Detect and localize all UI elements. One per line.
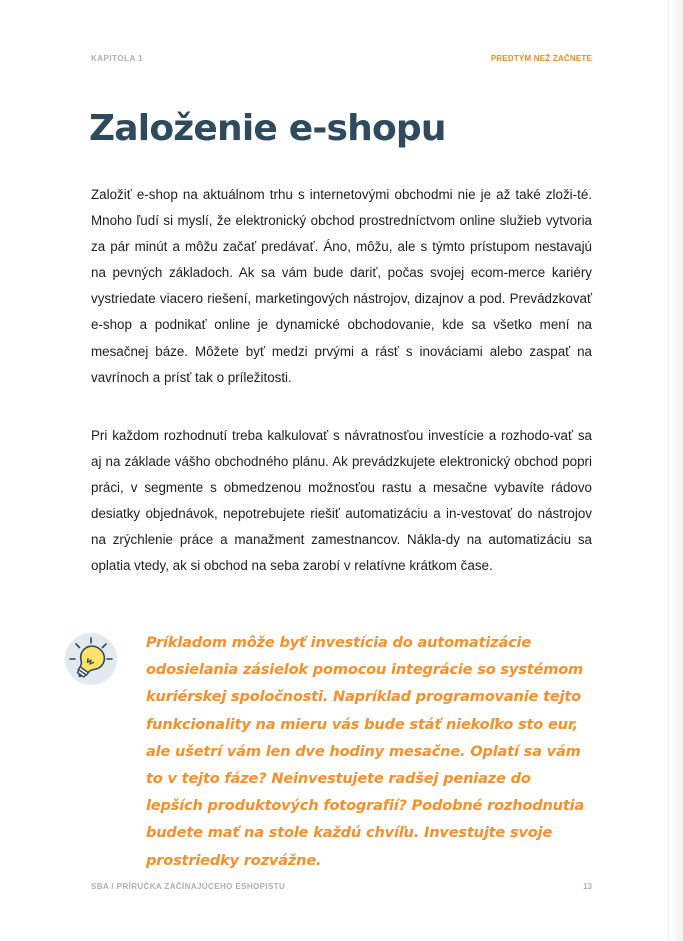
footer-book-title: SBA / PRÍRUČKA ZAČÍNAJÚCEHO ESHOPISTU bbox=[91, 882, 286, 891]
section-label: PREDTÝM NEŽ ZAČNETE bbox=[490, 54, 592, 63]
page-edge bbox=[668, 0, 683, 941]
chapter-label: KAPITOLA 1 bbox=[91, 54, 144, 63]
body-paragraph-2: Pri každom rozhodnutí treba kalkulovať s návratnosťou investície a rozhodo-vať sa aj na základe vášho obchodného plánu. Ak prevádzkujete elektronický obchod popri práci, v segmente s obmedzenou možnosťou rastu a mesačne vybavíte rádovo desiatky objednávok, nepotrebujete riešiť automatizáciu a in-vestovať do nástrojov na zrýchlenie práce a manažment zamestnancov. Nákla-dy na automatizáciu sa oplatia vtedy, ak si obchod na seba zarobí v relatívne krátkom čase. bbox=[91, 428, 592, 574]
tip-text: Príkladom môže byť investícia do automatizácie odosielania zásielok pomocou integrácie so systémom kuriérskej spoločnosti. Napríklad programovanie tejto funkcionality na mieru vás bude stáť niekoľko sto eur, ale ušetrí vám len dve hodiny mesačne. Oplatí sa vám to v tejto fáze? Neinvestujete radšej peniaze do lepších produktových fotografií? Podobné rozhodnutia budete mať na stole každú chvíľu. Investujte svoje prostriedky rozvážne. bbox=[146, 634, 585, 869]
page-number: 13 bbox=[583, 882, 592, 891]
lightbulb-icon bbox=[64, 632, 118, 686]
page-title: Založenie e-shopu bbox=[89, 108, 446, 149]
body-paragraph-1: Založiť e-shop na aktuálnom trhu s internetovými obchodmi nie je až také zloži-té. Mnoho ľudí si myslí, že elektronický obchod prostredníctvom online služieb vytvoria za pár minút a môžu začať predávať. Áno, môžu, ale s týmto prístupom nestavajú na pevných základoch. Ak sa vám bude dariť, počas svojej ecom-merce kariéry vystriedate viacero riešení, marketingových nástrojov, dizajnov a pod. Prevádzkovať e-shop a podnikať online je dynamické obchodovanie, kde sa všetko mení na mesačnej báze. Môžete byť medzi prvými a rásť s inováciami alebo zaspať na vavrínoch a prísť tak o príležitosti. bbox=[91, 187, 592, 385]
